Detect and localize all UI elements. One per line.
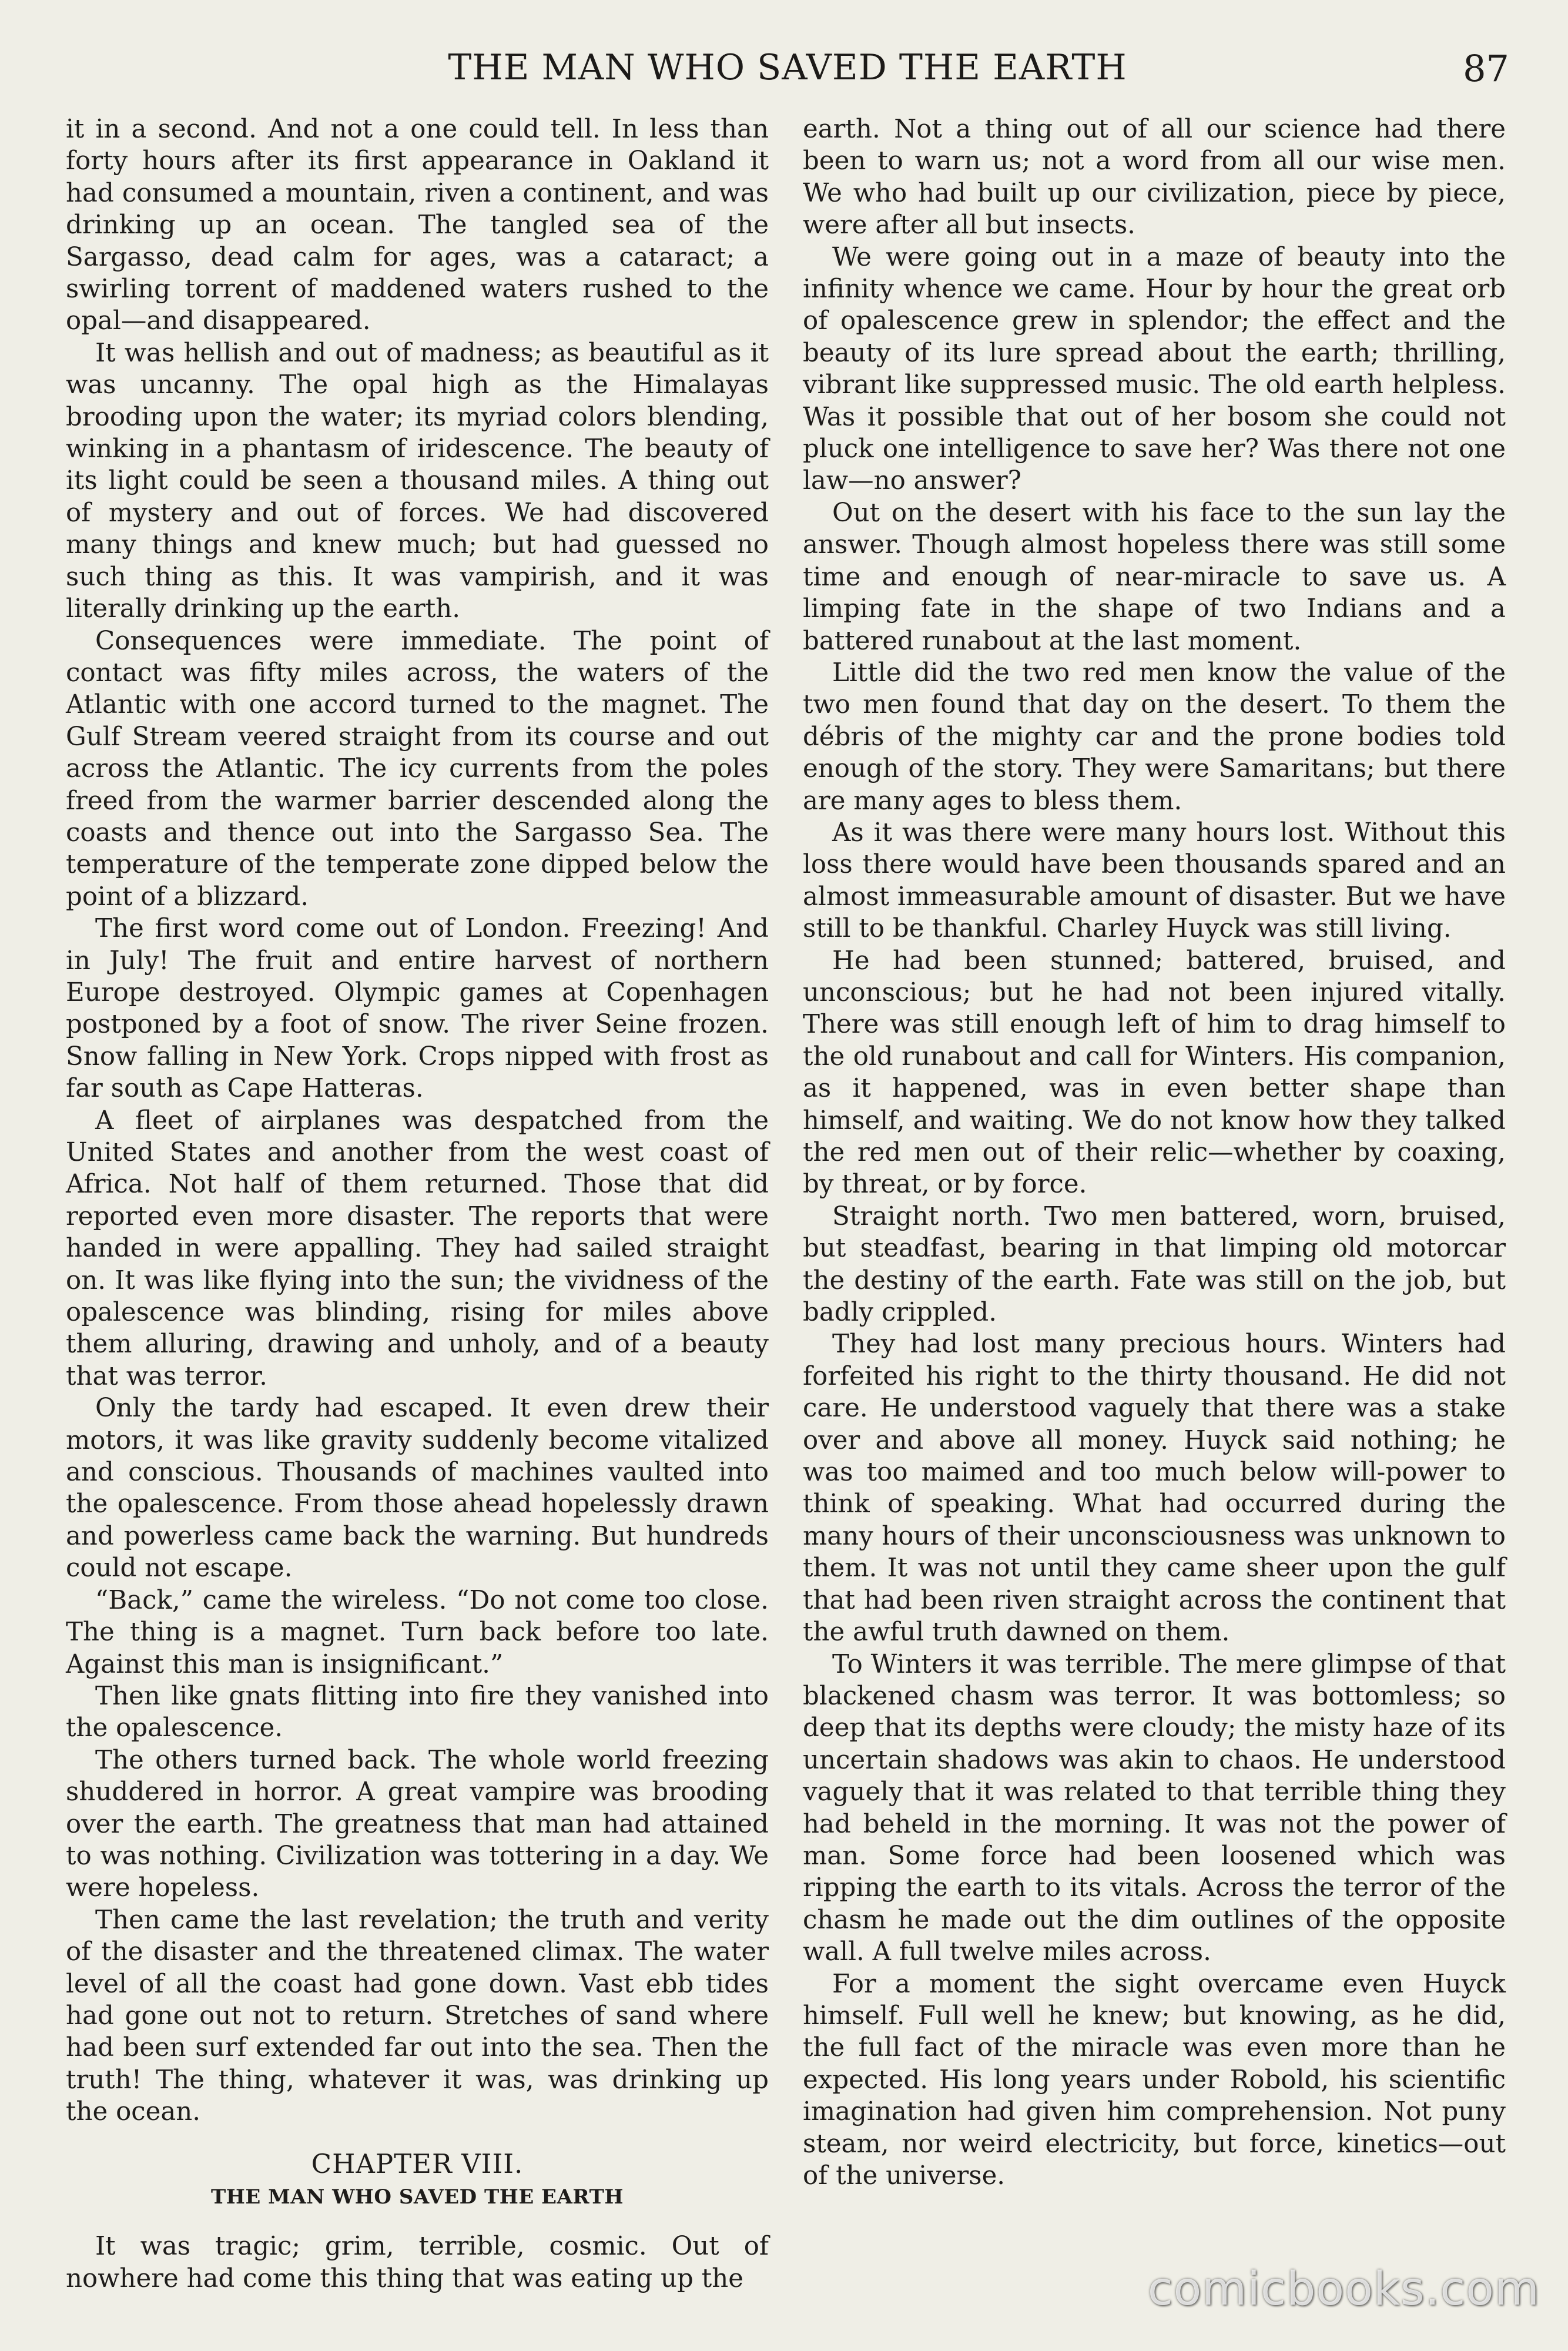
paragraph: For a moment the sight overcame even Huyck himself. Full well he knew; but knowing, as he did, the full fact of the miracle was even more than he expected. His long years under Robold, his scientific imagination had given him comprehension. Not puny steam, nor weird electricity, but force, kinetics—out of the universe.: [803, 1969, 1506, 2191]
chapter-heading: CHAPTER VIII.: [311, 2148, 524, 2179]
paragraph: Out on the desert with his face to the sun lay the answer. Though almost hopeless there was still some time and enough of near-miracle to save us. A limping fate in the shape of two Indians and a battered runabout at the last moment.: [803, 498, 1506, 656]
paragraph: Consequences were immediate. The point of contact was fifty miles across, the waters of the Atlantic with one accord turned to the magnet. The Gulf Stream veered straight from its course and out across the Atlantic. The icy currents from the poles freed from the warmer barrier descended along the coasts and thence out into the Sargasso Sea. The temperature of the temperate zone dipped below the point of a blizzard.: [66, 626, 769, 912]
paragraph: The first word come out of London. Freezing! And in July! The fruit and entire harvest of northern Europe destroyed. Olympic games at Copenhagen postponed by a foot of snow. The river Seine frozen. Snow falling in New York. Crops nipped with frost as far south as Cape Hatteras.: [66, 914, 769, 1104]
paragraph: It was hellish and out of madness; as beautiful as it was uncanny. The opal high as the Himalayas brooding upon the water; its myriad colors blending, winking in a phantasm of iridescence. The beauty of its light could be seen a thousand miles. A thing out of mystery and out of forces. We had discovered many things and knew much; but had guessed no such thing as this. It was vampirish, and it was literally drinking up the earth.: [66, 338, 769, 624]
paragraph: A fleet of airplanes was despatched from the United States and another from the west coast of Africa. Not half of them returned. Those that did reported even more disaster. The reports that were handed in were appalling. They had sailed straight on. It was like flying into the sun; the vividness of the opalescence was blinding, rising for miles above them alluring, drawing and unholy, and of a beauty that was terror.: [66, 1106, 769, 1391]
paragraph: earth. Not a thing out of all our science had there been to warn us; not a word from all our wise men. We who had built up our civilization, piece by piece, were after all but insects.: [803, 115, 1506, 240]
paragraph: Straight north. Two men battered, worn, bruised, but steadfast, bearing in that limping old motorcar the destiny of the earth. Fate was still on the job, but badly crippled.: [803, 1201, 1506, 1328]
paragraph: Little did the two red men know the value of the two men found that day on the desert. To them the débris of the mighty car and the prone bodies told enough of the story. They were Samaritans; but there are many ages to bless them.: [803, 658, 1506, 816]
paragraph: Then like gnats flitting into fire they vanished into the opalescence.: [66, 1681, 769, 1743]
paragraph: “Back,” came the wireless. “Do not come too close. The thing is a magnet. Turn back before too late. Against this man is insignificant.”: [66, 1585, 769, 1679]
paragraph: As it was there were many hours lost. Without this loss there would have been thousands spared and an almost immeasurable amount of disaster. But we have still to be thankful. Charley Huyck was still living.: [803, 818, 1506, 944]
running-head: THE MAN WHO SAVED THE EARTH: [448, 47, 1127, 88]
left-column: [66, 113, 769, 2295]
paragraph: To Winters it was terrible. The mere glimpse of that blackened chasm was terror. It was bottomless; so deep that its depths were cloudy; the misty haze of its uncertain shadows was akin to chaos. He understood vaguely that it was related to that terrible thing they had beheld in the morning. It was not the power of man. Some force had been loosened which was ripping the earth to its vitals. Across the terror of the chasm he made out the dim outlines of the opposite wall. A full twelve miles across.: [803, 1649, 1506, 1967]
page-header: [66, 47, 1509, 112]
chapter-subtitle: THE MAN WHO SAVED THE EARTH: [211, 2185, 624, 2209]
paragraph: They had lost many precious hours. Winters had forfeited his right to the thirty thousand. He did not care. He understood vaguely that there was a stake over and above all money. Huyck said nothing; he was too maimed and too much below will-power to think of speaking. What had occurred during the many hours of their unconsciousness was unknown to them. It was not until they came sheer upon the gulf that had been riven straight across the continent that the awful truth dawned on them.: [803, 1329, 1506, 1647]
paragraph: We were going out in a maze of beauty into the infinity whence we came. Hour by hour the great orb of opalescence grew in splendor; the effect and the beauty of its lure spread about the earth; thrilling, vibrant like suppressed music. The old earth helpless. Was it possible that out of her bosom she could not pluck one intelligence to save her? Was there not one law—no answer?: [803, 242, 1506, 496]
paragraph: Then came the last revelation; the truth and verity of the disaster and the threatened climax. The water level of all the coast had gone down. Vast ebb tides had gone out not to return. Stretches of sand where had been surf extended far out into the sea. Then the truth! The thing, whatever it was, was drinking up the ocean.: [66, 1905, 769, 2127]
watermark: comicbooks.com: [1147, 2263, 1540, 2316]
paragraph: It was tragic; grim, terrible, cosmic. Out of nowhere had come this thing that was eating up the: [66, 2232, 769, 2293]
page-number: 87: [1463, 47, 1509, 90]
paragraph: it in a second. And not a one could tell. In less than forty hours after its first appearance in Oakland it had consumed a mountain, riven a continent, and was drinking up an ocean. The tangled sea of the Sargasso, dead calm for ages, was a cataract; a swirling torrent of maddened waters rushed to the opal—and disappeared.: [66, 115, 769, 336]
paragraph: Only the tardy had escaped. It even drew their motors, it was like gravity suddenly become vitalized and conscious. Thousands of machines vaulted into the opalescence. From those ahead hopelessly drawn and powerless came back the warning. But hundreds could not escape.: [66, 1394, 769, 1583]
paragraph: The others turned back. The whole world freezing shuddered in horror. A great vampire was brooding over the earth. The greatness that man had attained to was nothing. Civilization was tottering in a day. We were hopeless.: [66, 1745, 769, 1903]
right-column: [803, 113, 1506, 2192]
paragraph: He had been stunned; battered, bruised, and unconscious; but he had not been injured vitally. There was still enough left of him to drag himself to the old runabout and call for Winters. His companion, as it happened, was in even better shape than himself, and waiting. We do not know how they talked the red men out of their relic—whether by coaxing, by threat, or by force.: [803, 946, 1506, 1200]
